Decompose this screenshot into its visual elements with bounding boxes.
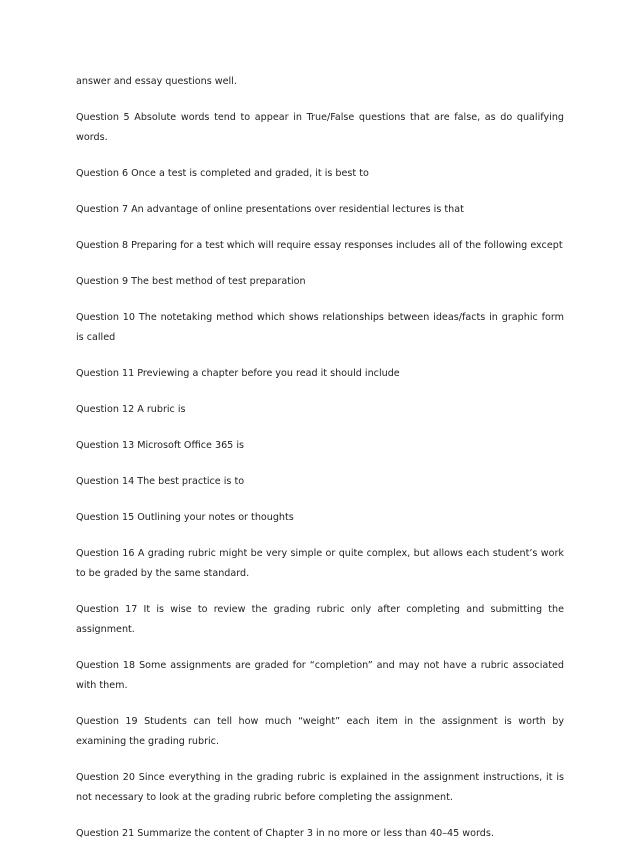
paragraph-continuation: answer and essay questions well. [76, 76, 237, 87]
question-17: Question 17 It is wise to review the grading rubric only after completing and submitting the assignment. [76, 604, 564, 635]
question-15: Question 15 Outlining your notes or thoughts [76, 512, 294, 523]
question-7: Question 7 An advantage of online presentations over residential lectures is that [76, 204, 464, 215]
question-5: Question 5 Absolute words tend to appear in True/False questions that are false, as do qualifying words. [76, 112, 564, 143]
question-13: Question 13 Microsoft Office 365 is [76, 440, 245, 451]
question-10: Question 10 The notetaking method which shows relationships between ideas/facts in graphic form is called [76, 312, 564, 343]
document-page [76, 72, 564, 860]
question-11: Question 11 Previewing a chapter before you read it should include [76, 368, 400, 379]
question-9: Question 9 The best method of test preparation [76, 276, 306, 287]
question-14: Question 14 The best practice is to [76, 476, 245, 487]
question-12: Question 12 A rubric is [76, 404, 186, 415]
question-8: Question 8 Preparing for a test which will require essay responses includes all of the following except [76, 240, 563, 251]
question-21: Question 21 Summarize the content of Chapter 3 in no more or less than 40–45 words. [76, 828, 494, 839]
question-19: Question 19 Students can tell how much “weight” each item in the assignment is worth by examining the grading rubric. [76, 716, 564, 747]
question-18: Question 18 Some assignments are graded for “completion” and may not have a rubric associated with them. [76, 660, 564, 691]
question-16: Question 16 A grading rubric might be very simple or quite complex, but allows each student’s work to be graded by the same standard. [76, 548, 564, 579]
question-20: Question 20 Since everything in the grading rubric is explained in the assignment instructions, it is not necessary to look at the grading rubric before completing the assignment. [76, 772, 564, 803]
question-6: Question 6 Once a test is completed and graded, it is best to [76, 168, 369, 179]
